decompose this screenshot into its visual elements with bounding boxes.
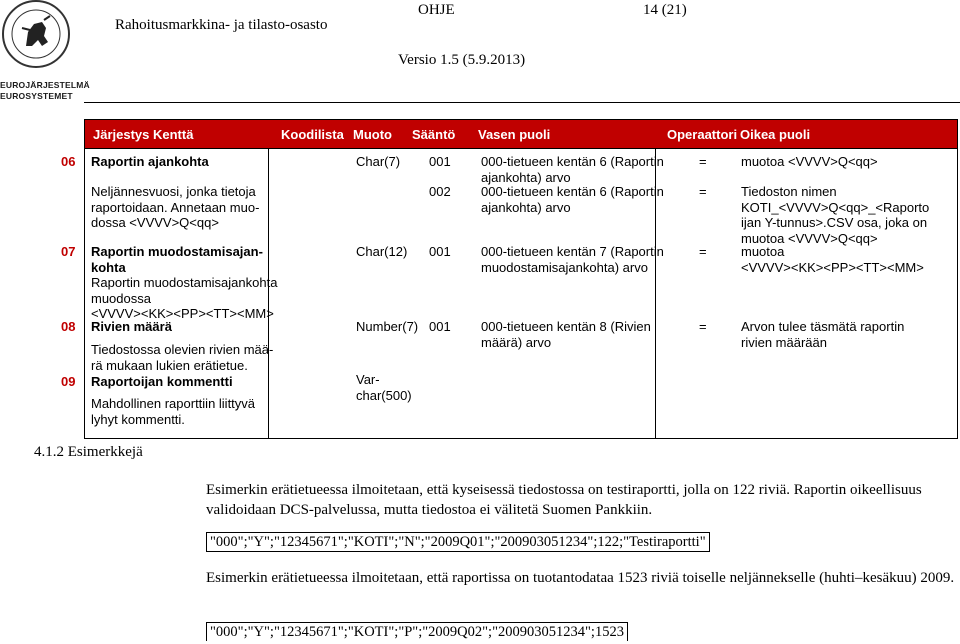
example-record-2: "000";"Y";"12345671";"KOTI";"P";"2009Q02";"200903051234";1523 — [206, 622, 628, 641]
right-side: muotoa <VVVV>Q<qq> — [741, 154, 878, 169]
operator: = — [699, 244, 707, 259]
field-name: Raportin ajankohta — [91, 154, 209, 169]
rule-id: 001 — [429, 154, 451, 169]
example-paragraph-1: Esimerkin erätietueessa ilmoitetaan, että kyseisessä tiedostossa on testiraportti, jolla on 122 riviä. Raportin oikeellisuus validoidaan DCS-palvelussa, mutta tiedostoa ei välitetä Suomen Pankkiin. — [206, 482, 922, 518]
example-record-1: "000";"Y";"12345671";"KOTI";"N";"2009Q01";"200903051234";122;"Testiraportti" — [206, 532, 710, 552]
row-order: 08 — [61, 319, 76, 334]
format: Char(7) — [356, 154, 401, 169]
field-description: Neljännesvuosi, jonka tietoja raportoidaan. Annetaan muo- dossa <VVVV>Q<qq> — [91, 184, 260, 230]
col-codelist: Koodilista — [281, 127, 344, 142]
field-description: Tiedostossa olevien rivien mää- rä mukaan lukien erätietue. — [91, 342, 274, 373]
left-side: 000-tietueen kentän 8 (Rivien määrä) arvo — [481, 319, 651, 350]
lion-emblem-icon — [4, 2, 68, 66]
col-operator: Operaattori — [667, 127, 738, 142]
col-rule: Sääntö — [412, 127, 456, 142]
section-heading: 4.1.2 Esimerkkejä — [34, 444, 143, 460]
field-name: Raportoijan kommentti — [91, 374, 233, 389]
left-side: 000-tietueen kentän 6 (Raportin ajankohta) arvo — [481, 154, 664, 185]
operator: = — [699, 154, 707, 169]
col-format: Muoto — [353, 127, 392, 142]
col-order: Järjestys — [93, 127, 150, 142]
right-side: Tiedoston nimen KOTI_<VVVV>Q<qq>_<Raporto ijan Y-tunnus>.CSV osa, joka on muotoa <VVVV>Q<qq> — [741, 184, 930, 246]
right-side: muotoa <VVVV><KK><PP><TT><MM> — [741, 244, 924, 275]
field-name: Raportin muodostamisajan- kohta — [91, 244, 263, 275]
col-left-side: Vasen puoli — [478, 127, 551, 142]
eurosystem-sv: EUROSYSTEMET — [0, 91, 73, 101]
row-order: 06 — [61, 154, 76, 169]
field-description: Mahdollinen raporttiin liittyvä lyhyt kommentti. — [91, 396, 256, 427]
header-divider — [84, 102, 960, 103]
table-header — [84, 119, 958, 149]
department-name: Rahoitusmarkkina- ja tilasto-osasto — [115, 17, 328, 33]
format: Char(12) — [356, 244, 408, 259]
document-title: OHJE — [418, 2, 455, 18]
validation-table — [61, 149, 958, 439]
rule-id: 001 — [429, 319, 451, 334]
field-description: Raportin muodostamisajankohta muodossa <VVVV><KK><PP><TT><MM> — [91, 275, 278, 321]
rule-id: 002 — [429, 184, 451, 199]
page-number: 14 (21) — [643, 2, 687, 18]
rule-id: 001 — [429, 244, 451, 259]
eurosystem-fi: EUROJÄRJESTELMÄ — [0, 80, 90, 90]
col-right-side: Oikea puoli — [740, 127, 811, 142]
left-side: 000-tietueen kentän 6 (Raportin ajankohta) arvo — [481, 184, 664, 215]
field-name: Rivien määrä — [91, 319, 172, 334]
col-field: Kenttä — [153, 127, 194, 142]
right-side: Arvon tulee täsmätä raportin rivien määrään — [741, 319, 905, 350]
format: Number(7) — [356, 319, 419, 334]
row-order: 09 — [61, 374, 76, 389]
row-order: 07 — [61, 244, 76, 259]
version-label: Versio 1.5 (5.9.2013) — [398, 52, 526, 68]
bank-seal-icon — [2, 0, 70, 68]
bank-logo — [0, 0, 90, 101]
format: Var- char(500) — [356, 372, 412, 403]
operator: = — [699, 319, 707, 334]
operator: = — [699, 184, 707, 199]
left-side: 000-tietueen kentän 7 (Raportin muodostamisajankohta) arvo — [481, 244, 664, 275]
example-paragraph-2: Esimerkin erätietueessa ilmoitetaan, että raportissa on tuotantodataa 1523 riviä toiselle neljännekselle (huhti–kesäkuu) 2009. — [206, 570, 955, 586]
